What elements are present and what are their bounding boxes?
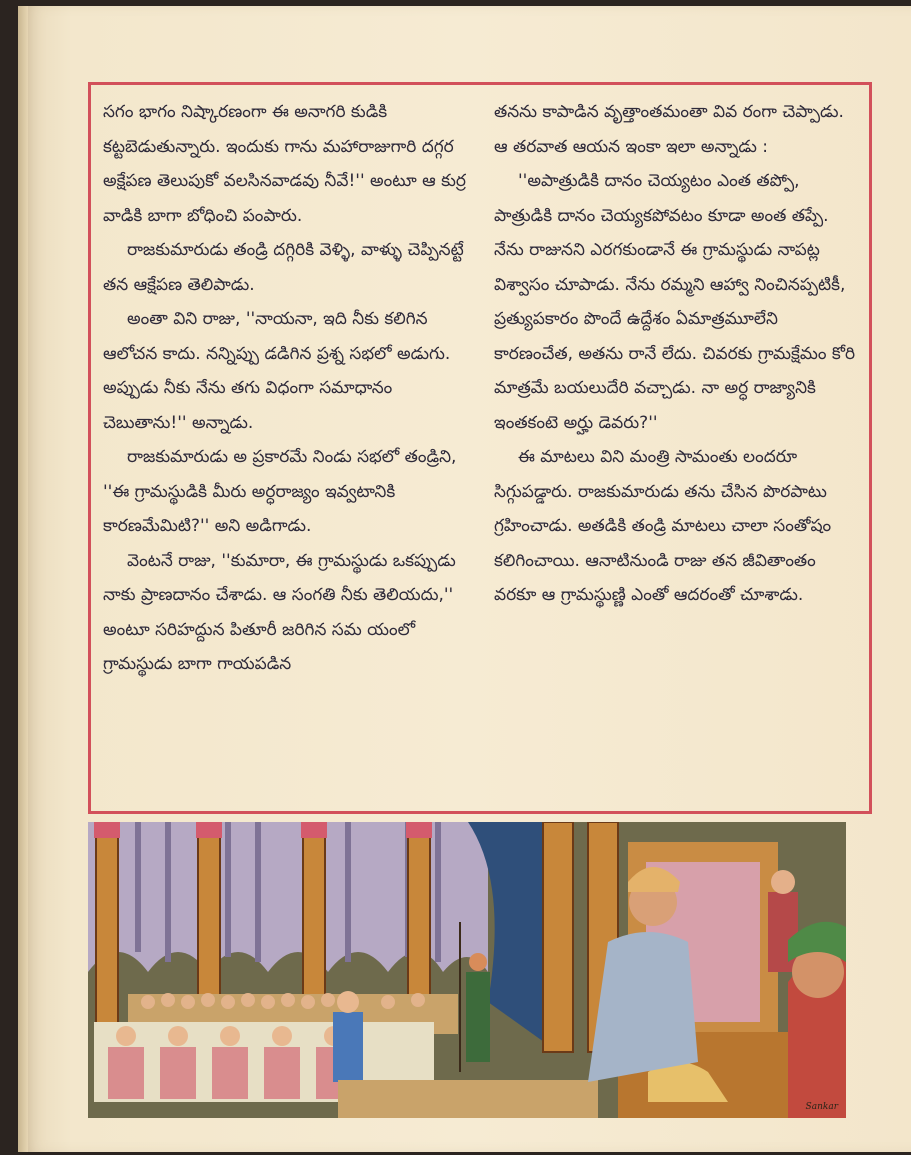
minister-figure [788, 922, 846, 1118]
paragraph: ''అపాత్రుడికి దానం చెయ్యటం ఎంత తప్పో, పాత్రుడికి దానం చెయ్యకపోవటం కూడా అంత తప్పే. నేను రాజునని ఎరగకుండానే ఈ గ్రామస్థుడు నాపట్ల విశ్వాసం చూపాడు. నేను రమ్మని ఆహ్వా నించినప్పటికీ, ప్రత్యుపకారం పొందే ఉద్దేశం ఏమాత్రమూలేని కారణంచేత, అతను రానే లేదు. చివరకు గ్రామక్షేమం కోరి మాత్రమే బయలుదేరి వచ్చాడు. నా అర్ధ రాజ్యానికి ఇంతకంటె అర్హు డెవరు?'' [494, 171, 856, 433]
artist-signature: Sankar [805, 1102, 838, 1112]
paragraph: వెంటనే రాజు, ''కుమారా, ఈ గ్రామస్థుడు ఒకప్పుడు నాకు ప్రాణదానం చేశాడు. ఆ సంగతి నీకు తెలియదు,'' అంటూ సరిహద్దున పితూరీ జరిగిన సమ యంలో గ్రామస్థుడు బాగా గాయపడిన [103, 550, 456, 674]
paragraph: రాజకుమారుడు అ ప్రకారమే నిండు సభలో తండ్రిని, ''ఈ గ్రామస్థుడికి మీరు అర్ధరాజ్యం ఇవ్వటానికి కారణమేమిటి?'' అని అడిగాడు. [103, 447, 457, 536]
paragraph: అంతా విని రాజు, ''నాయనా, ఇది నీకు కలిగిన ఆలోచన కాదు. నన్నిప్పు డడిగిన ప్రశ్న సభలో అడుగు. అప్పుడు నీకు నేను తగు విధంగా సమాధానం చెబుతాను!'' అన్నాడు. [103, 309, 451, 433]
page-spine [18, 6, 28, 1152]
left-text-column [103, 95, 467, 682]
paragraph: ఈ మాటలు విని మంత్రి సామంతు లందరూ సిగ్గుపడ్డారు. రాజకుమారుడు తను చేసిన పొరపాటు గ్రహించాడు. అతడికి తండ్రి మాటలు చాలా సంతోషం కలిగించాయి. ఆనాటినుండి రాజు తన జీవితాంతం వరకూ ఆ గ్రామస్థుణ్ణి ఎంతో ఆదరంతో చూశాడు. [494, 447, 832, 605]
paragraph: రాజకుమారుడు తండ్రి దగ్గిరికి వెళ్ళి, వాళ్ళు చెప్పినట్టే తన ఆక్షేపణ తెలిపాడు. [103, 240, 464, 295]
prince-figure [333, 991, 363, 1082]
story-text-frame [88, 82, 872, 814]
court-scene-illustration [88, 822, 846, 1118]
paragraph: తనను కాపాడిన వృత్తాంతమంతా వివ రంగా చెప్పాడు. ఆ తరవాత ఆయన ఇంకా ఇలా అన్నాడు : [494, 102, 844, 157]
paragraph: సగం భాగం నిష్కారణంగా ఈ అనాగరి కుడికి కట్టబెడుతున్నారు. ఇందుకు గాను మహారాజుగారి దగ్గర అక్షేపణ తెలుపుకో వలసినవాడవు నీవే!'' అంటూ ఆ కుర్ర వాడికి బాగా బోధించి పంపారు. [103, 102, 466, 226]
right-text-column [494, 95, 858, 613]
court-scene-picture [88, 822, 846, 1118]
